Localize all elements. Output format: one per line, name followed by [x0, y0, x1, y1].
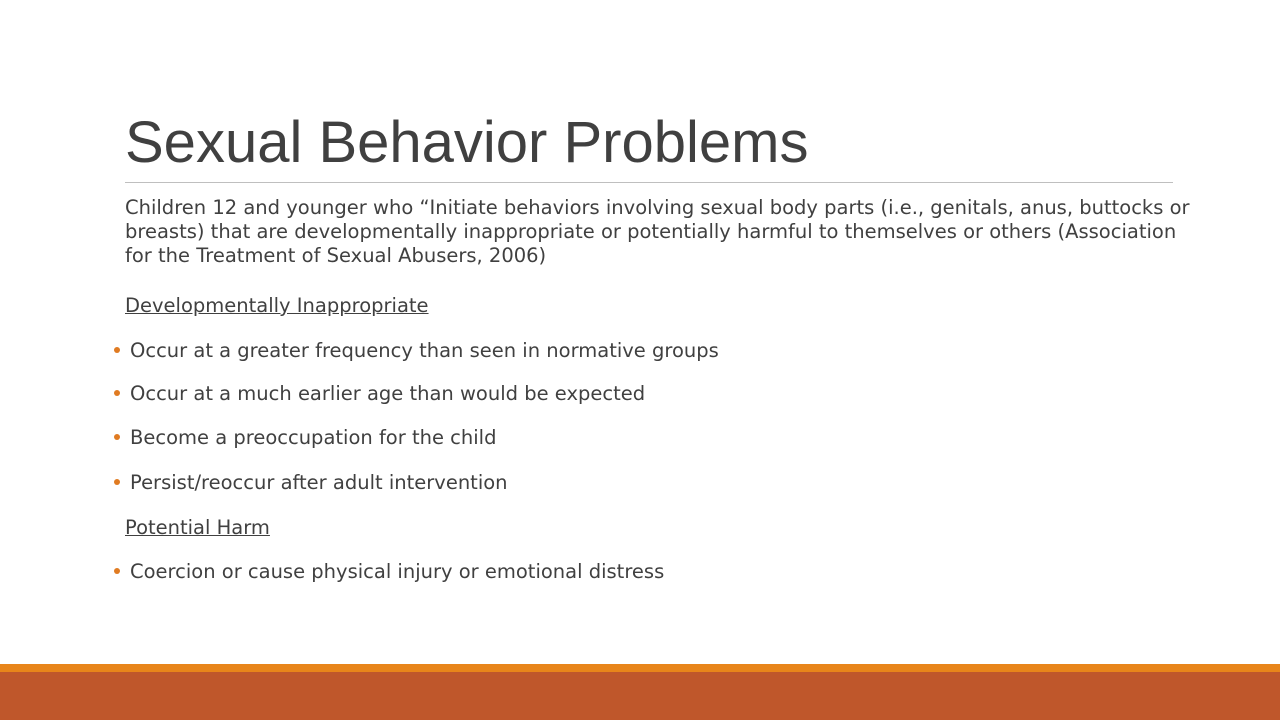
bullet-item	[114, 339, 719, 363]
intro-paragraph: Children 12 and younger who “Initiate behaviors involving sexual body parts (i.e., genitals, anus, buttocks or breasts) that are developmentally inappropriate or potentially harmful to themselves or others (Association for the Treatment of Sexual Abusers, 2006)	[125, 196, 1190, 267]
bullet-dot-icon	[114, 434, 120, 440]
bullet-dot-icon	[114, 347, 120, 353]
bullet-text: Coercion or cause physical injury or emotional distress	[130, 560, 665, 583]
bullet-item	[114, 560, 664, 584]
bullet-dot-icon	[114, 479, 120, 485]
bullet-dot-icon	[114, 568, 120, 574]
slide-title: Sexual Behavior Problems	[125, 110, 809, 175]
title-divider	[125, 182, 1173, 183]
footer-band-accent	[0, 664, 1280, 672]
bullet-text: Become a preoccupation for the child	[130, 426, 497, 449]
section-heading-potential-harm: Potential Harm	[125, 516, 270, 539]
bullet-item	[114, 382, 645, 406]
bullet-item	[114, 471, 508, 495]
footer-band	[0, 672, 1280, 720]
bullet-text: Occur at a much earlier age than would be expected	[130, 382, 646, 405]
bullet-dot-icon	[114, 390, 120, 396]
bullet-text: Persist/reoccur after adult intervention	[130, 471, 508, 494]
bullet-text: Occur at a greater frequency than seen in normative groups	[130, 339, 719, 362]
bullet-item	[114, 426, 496, 450]
section-heading-developmentally-inappropriate: Developmentally Inappropriate	[125, 294, 429, 317]
